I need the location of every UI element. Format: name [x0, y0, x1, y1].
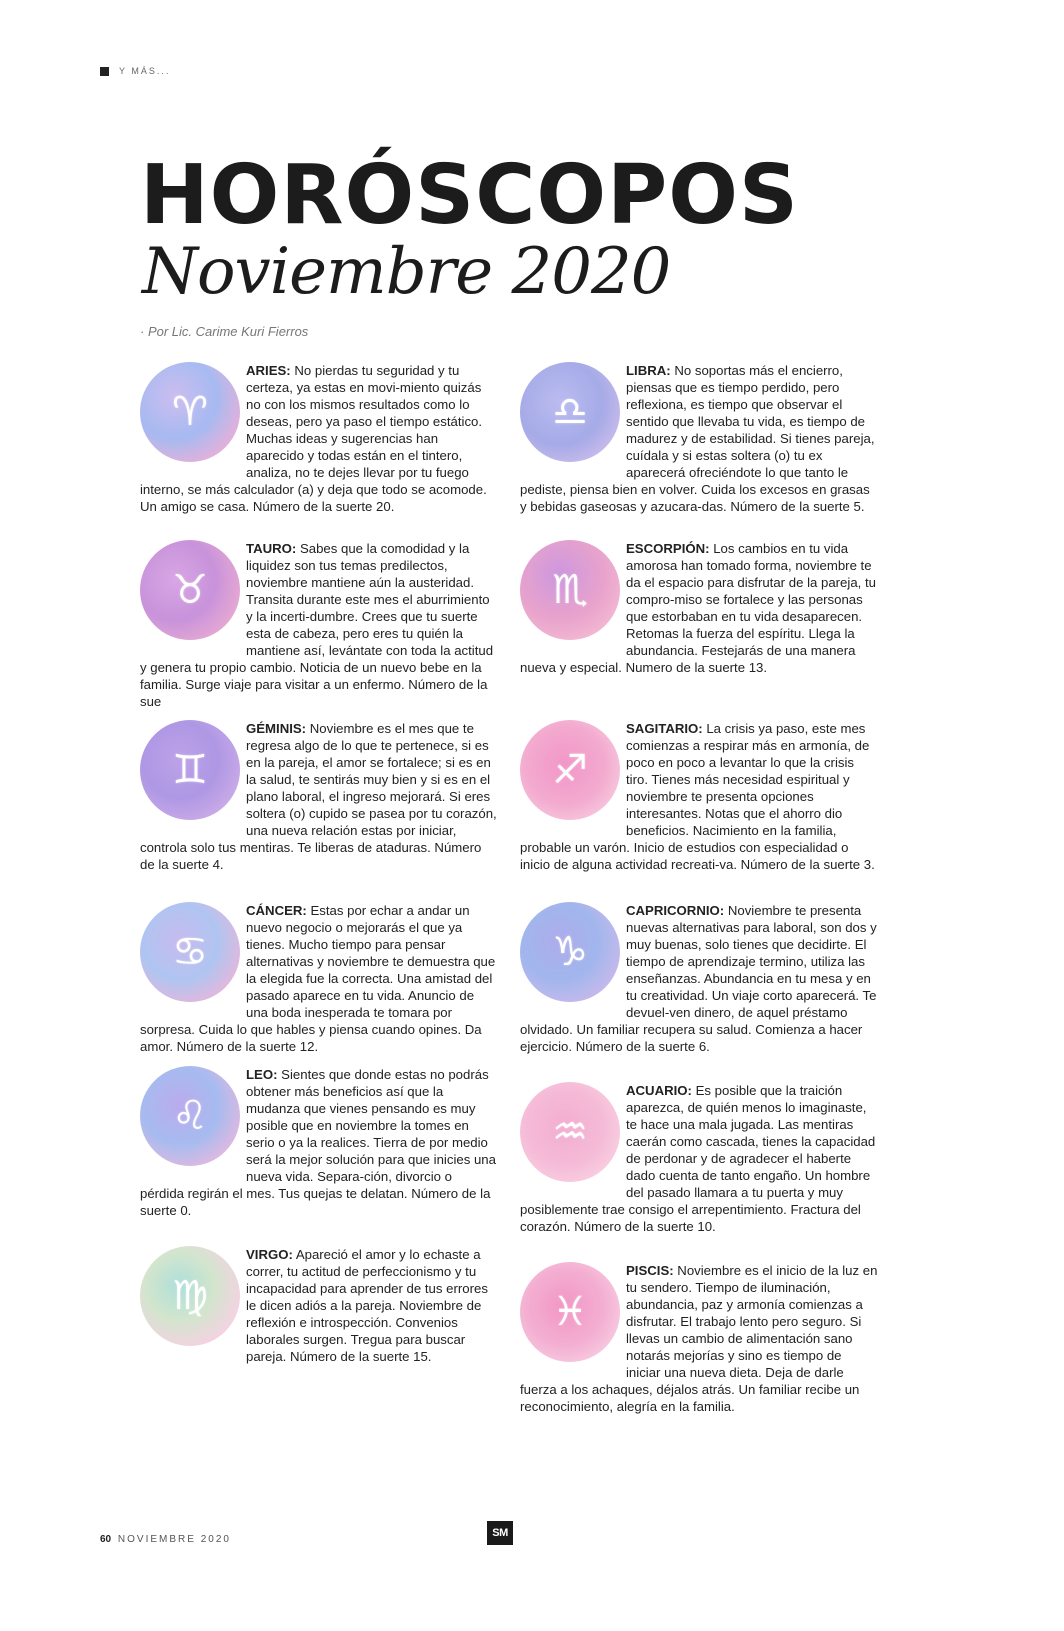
cancer-icon: ♋ [140, 902, 240, 1002]
geminis-icon: ♊ [140, 720, 240, 820]
entry-aries [140, 362, 498, 540]
sign-text: Los cambios en tu vida amorosa han tomado forma, noviembre te da el espacio para disfrutar de la pareja, tu compro-miso se fortalece y las personas que estorbaban en tu vida desaparecen. Retomas la fuerza del espíritu. Llega la abundancia. Festejarás de una manera nueva y especial. Numero de la suerte 13. [520, 541, 876, 675]
piscis-icon: ♓ [520, 1262, 620, 1362]
sign-name: SAGITARIO: [626, 721, 703, 736]
escorpion-icon: ♏ [520, 540, 620, 640]
sign-name: ARIES: [246, 363, 291, 378]
sign-name: ACUARIO: [626, 1083, 692, 1098]
entry-geminis [140, 720, 498, 902]
section-label: Y MÁS... [119, 66, 171, 76]
right-column [520, 362, 878, 1415]
sign-text: No pierdas tu seguridad y tu certeza, ya estas en movi-miento quizás no con los mismos resultados como lo deseas, pero ya paso el tiempo estático. Muchas ideas y sugerencias han aparecido y todas están en el tintero, analiza, no te dejes llevar por tu fuego interno, se más calculador (a) y deja que todo se acomode. Un amigo se casa. Número de la suerte 20. [140, 363, 487, 514]
sign-text: Noviembre es el inicio de la luz en tu sendero. Tiempo de iluminación, abundancia, paz y armonía comienzas a disfrutar. El trabajo lento pero seguro. Si llevas un cambio de alimentación sano notarás mejorías y sino es tiempo de iniciar una nueva dieta. Deja de darle fuerza a los achaques, déjalos atrás. Un familiar recibe un reconocimiento, alegría en la familia. [520, 1263, 878, 1414]
sign-name: ESCORPIÓN: [626, 541, 710, 556]
page-footer [100, 1534, 231, 1545]
tauro-icon: ♉ [140, 540, 240, 640]
byline: · Por Lic. Carime Kuri Fierros [140, 324, 309, 339]
page-title: HORÓSCOPOS [140, 148, 799, 243]
left-column [140, 362, 498, 1365]
entry-capricornio [520, 902, 878, 1082]
sagitario-icon: ♐ [520, 720, 620, 820]
sign-name: LEO: [246, 1067, 278, 1082]
page-number: 60 [100, 1534, 112, 1545]
virgo-icon: ♍ [140, 1246, 240, 1346]
section-tag [100, 66, 170, 76]
acuario-icon: ♒ [520, 1082, 620, 1182]
entry-escorpion [520, 540, 878, 720]
aries-icon: ♈ [140, 362, 240, 462]
entry-tauro [140, 540, 498, 720]
sign-text: Estas por echar a andar un nuevo negocio o mejorarás el que ya tienes. Mucho tiempo para pensar alternativas y noviembre te demuestra que la elegida fue la correcta. Una amistad del pasado aparece en tu vida. Anuncio de una boda inesperada te tomara por sorpresa. Cuida lo que hables y piensa cuando opines. Da amor. Número de la suerte 12. [140, 903, 496, 1054]
sign-name: VIRGO: [246, 1247, 293, 1262]
sm-logo: SM [487, 1521, 513, 1545]
entry-sagitario [520, 720, 878, 902]
sign-name: GÉMINIS: [246, 721, 307, 736]
leo-icon: ♌ [140, 1066, 240, 1166]
capricornio-icon: ♑ [520, 902, 620, 1002]
sign-text: Es posible que la traición aparezca, de quién menos lo imaginaste, te hace una mala jugada. Las mentiras caerán como cascada, tienes la capacidad de perdonar y de agradecer el haberte dado cuenta de tanto engaño. Un hombre del pasado llamara a tu puerta y muy posiblemente trae consigo el arrepentimiento. Fractura del corazón. Número de la suerte 10. [520, 1083, 876, 1234]
entry-virgo [140, 1246, 498, 1365]
sign-name: LIBRA: [626, 363, 671, 378]
entry-piscis [520, 1262, 878, 1415]
sign-name: CAPRICORNIO: [626, 903, 725, 918]
sign-name: TAURO: [246, 541, 297, 556]
sign-name: PISCIS: [626, 1263, 674, 1278]
entry-libra [520, 362, 878, 540]
sign-text: Noviembre te presenta nuevas alternativas para laboral, son dos y muy buenas, solo tienes que decidirte. El tiempo de aprendizaje termino, utiliza las enseñanzas. Abundancia en tu mesa y en tu creatividad. Un viaje corto aparecerá. Te devuel-ven dinero, de aquel préstamo olvidado. Un familiar recupera su salud. Comienza a hacer ejercicio. Número de la suerte 6. [520, 903, 877, 1054]
sign-name: CÁNCER: [246, 903, 307, 918]
sign-text: Sabes que la comodidad y la liquidez son tus temas predilectos, noviembre mantiene aún la austeridad. Transita durante este mes el aburrimiento y la incerti-dumbre. Crees que tu suerte esta de cabeza, pero eres tu quién la mantiene así, levántate con toda la actitud y genera tu propio cambio. Noticia de un nuevo bebe en la familia. Surge viaje para visitar a un enfermo. Número de la sue [140, 541, 494, 709]
entry-cancer [140, 902, 498, 1066]
section-square-icon [100, 67, 109, 76]
entry-leo [140, 1066, 498, 1246]
sign-text: Apareció el amor y lo echaste a correr, tu actitud de perfeccionismo y tu incapacidad para aprender de tus errores le dicen adiós a la pareja. Noviembre de reflexión e introspección. Convenios laborales surgen. Tregua para buscar pareja. Número de la suerte 15. [246, 1247, 488, 1364]
sign-text: Sientes que donde estas no podrás obtener más beneficios así que la mudanza que vienes pensando es muy posible que en noviembre la tomes en serio o ya la realices. Tierra de por medio será la mejor solución para que inicies una nueva vida. Separa-ción, divorcio o pérdida regirán el mes. Tus quejas te delatan. Número de la suerte 0. [140, 1067, 496, 1218]
page-subtitle: Noviembre 2020 [142, 235, 671, 309]
sign-text: La crisis ya paso, este mes comienzas a respirar más en armonía, de poco en poco a levantar lo que la crisis tiro. Tienes más necesidad espiritual y noviembre te presenta opciones interesantes. Notas que el ahorro dio beneficios. Nacimiento en la familia, probable un varón. Inicio de estudios con especialidad o inicio de alguna actividad recreati-va. Número de la suerte 3. [520, 721, 875, 872]
libra-icon: ♎ [520, 362, 620, 462]
sign-text: Noviembre es el mes que te regresa algo de lo que te pertenece, si es en la pareja, el amor se fortalece; si es en la salud, te sentirás muy bien y si es en el plano laboral, el ingreso mejorará. Si eres soltera (o) cupido se pasea por tu corazón, una nueva relación estas por iniciar, controla solo tus mentiras. Te liberas de ataduras. Número de la suerte 4. [140, 721, 497, 872]
footer-month: NOVIEMBRE 2020 [117, 1534, 231, 1545]
sign-text: No soportas más el encierro, piensas que es tiempo perdido, pero reflexiona, es tiempo que observar el sentido que llevaba tu vida, es tiempo de madurez y de estabilidad. Si tienes pareja, cuídala y si estas soltera (o) tu ex aparecerá ofreciéndote lo que tanto le pediste, piensa bien en volver. Cuida los excesos en grasas y bebidas gaseosas y azucara-das. Número de la suerte 5. [520, 363, 875, 514]
entry-acuario [520, 1082, 878, 1262]
